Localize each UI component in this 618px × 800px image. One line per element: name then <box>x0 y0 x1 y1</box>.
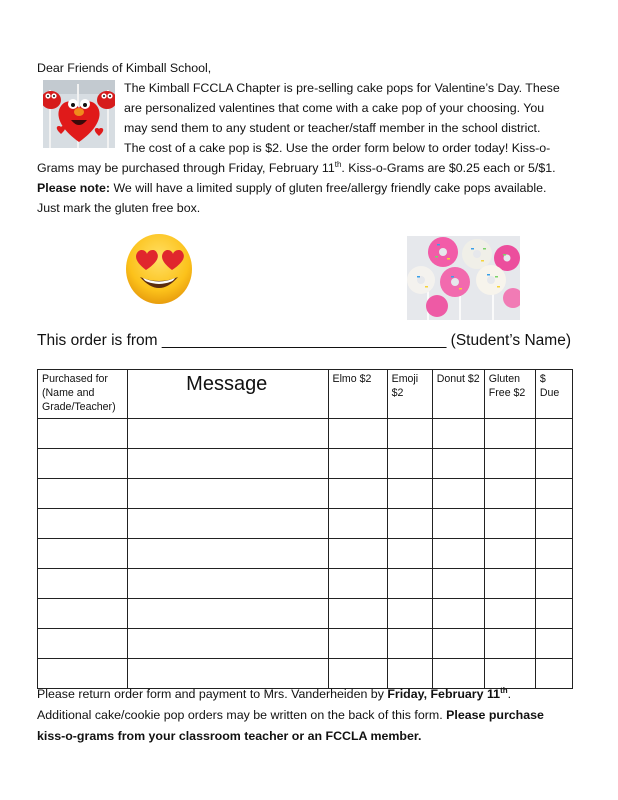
cell-purchased-for[interactable] <box>38 449 128 479</box>
letter-text: Grams may be purchased through Friday, February 11 <box>37 161 335 175</box>
cell-gluten-free[interactable] <box>484 449 535 479</box>
cell-elmo[interactable] <box>328 449 387 479</box>
cell-gluten-free[interactable] <box>484 599 535 629</box>
table-row <box>38 509 573 539</box>
cell-emoji[interactable] <box>387 419 432 449</box>
footer-text-part: Please return order form and payment to Mrs. Vanderheiden by <box>37 687 388 701</box>
letter-line <box>37 178 582 198</box>
cell-elmo[interactable] <box>328 539 387 569</box>
cell-gluten-free[interactable] <box>484 569 535 599</box>
cell-message[interactable] <box>128 599 328 629</box>
cell-purchased-for[interactable] <box>38 509 128 539</box>
cell-donut[interactable] <box>432 629 484 659</box>
letter-text: . Kiss-o-Grams are $0.25 each or 5/$1. <box>341 161 556 175</box>
cell-donut[interactable] <box>432 479 484 509</box>
cell-donut[interactable] <box>432 599 484 629</box>
cell-gluten-free[interactable] <box>484 629 535 659</box>
cell-donut[interactable] <box>432 419 484 449</box>
footer-text-part: Additional cake/cookie pop orders may be written on the back of this form. <box>37 708 447 722</box>
letter-line: Just mark the gluten free box. <box>37 201 201 215</box>
footer-bold-text: Please purchase <box>446 708 544 722</box>
donut-cake-pops-image <box>407 236 520 320</box>
table-row <box>38 569 573 599</box>
cell-message[interactable] <box>128 479 328 509</box>
cell-message[interactable] <box>128 569 328 599</box>
cell-message[interactable] <box>128 509 328 539</box>
header-message: Message <box>128 370 328 419</box>
cell-elmo[interactable] <box>328 599 387 629</box>
letter-text: We will have a limited supply of gluten free/allergy friendly cake pops available. <box>110 181 547 195</box>
superscript: th <box>500 685 508 695</box>
cell-elmo[interactable] <box>328 569 387 599</box>
letter-line: The cost of a cake pop is $2. Use the order form below to order today! Kiss-o- <box>124 141 551 155</box>
cell-purchased-for[interactable] <box>38 479 128 509</box>
order-form-table <box>37 369 573 689</box>
cell-elmo[interactable] <box>328 419 387 449</box>
cell-gluten-free[interactable] <box>484 539 535 569</box>
cell-emoji[interactable] <box>387 569 432 599</box>
footer-line <box>37 705 582 726</box>
cell-elmo[interactable] <box>328 509 387 539</box>
cell-elmo[interactable] <box>328 479 387 509</box>
table-row <box>38 539 573 569</box>
cell-emoji[interactable] <box>387 539 432 569</box>
header-elmo: Elmo $2 <box>328 370 387 419</box>
letter-body <box>37 78 582 218</box>
cell-purchased-for[interactable] <box>38 569 128 599</box>
cell-emoji[interactable] <box>387 509 432 539</box>
letter-line <box>37 158 582 178</box>
footer-bold-text: Friday, February 11 <box>387 687 501 701</box>
footer-bold-text: kiss-o-grams from your classroom teacher or an FCCLA member. <box>37 729 422 743</box>
cell-due[interactable] <box>535 449 572 479</box>
salutation: Dear Friends of Kimball School, <box>37 61 212 75</box>
superscript: th <box>334 159 342 169</box>
header-purchased-for: Purchased for (Name and Grade/Teacher) <box>38 370 128 419</box>
cell-due[interactable] <box>535 569 572 599</box>
cell-message[interactable] <box>128 419 328 449</box>
header-emoji: Emoji $2 <box>387 370 432 419</box>
cell-emoji[interactable] <box>387 479 432 509</box>
cell-purchased-for[interactable] <box>38 539 128 569</box>
letter-line: The Kimball FCCLA Chapter is pre-selling cake pops for Valentine’s Day. These <box>124 81 560 95</box>
cell-emoji[interactable] <box>387 449 432 479</box>
table-row <box>38 479 573 509</box>
footer-text <box>37 684 582 747</box>
cell-message[interactable] <box>128 629 328 659</box>
letter-line: may send them to any student or teacher/staff member in the school district. <box>124 121 541 135</box>
cell-emoji[interactable] <box>387 629 432 659</box>
header-gluten-free: Gluten Free $2 <box>484 370 535 419</box>
cell-due[interactable] <box>535 539 572 569</box>
cell-purchased-for[interactable] <box>38 419 128 449</box>
heart-eyes-emoji-icon <box>125 233 193 305</box>
cell-message[interactable] <box>128 539 328 569</box>
table-row <box>38 449 573 479</box>
cell-donut[interactable] <box>432 509 484 539</box>
cell-donut[interactable] <box>432 539 484 569</box>
cell-due[interactable] <box>535 629 572 659</box>
cell-gluten-free[interactable] <box>484 419 535 449</box>
cell-due[interactable] <box>535 509 572 539</box>
cell-donut[interactable] <box>432 449 484 479</box>
cell-message[interactable] <box>128 449 328 479</box>
cell-purchased-for[interactable] <box>38 599 128 629</box>
cell-due[interactable] <box>535 599 572 629</box>
cell-elmo[interactable] <box>328 629 387 659</box>
header-donut: Donut $2 <box>432 370 484 419</box>
cell-donut[interactable] <box>432 569 484 599</box>
cell-gluten-free[interactable] <box>484 479 535 509</box>
footer-line <box>37 684 582 705</box>
table-row <box>38 599 573 629</box>
cell-purchased-for[interactable] <box>38 629 128 659</box>
header-due: $ Due <box>535 370 572 419</box>
cell-gluten-free[interactable] <box>484 509 535 539</box>
letter-line: are personalized valentines that come with a cake pop of your choosing. You <box>124 101 545 115</box>
table-header-row <box>38 370 573 419</box>
cell-due[interactable] <box>535 479 572 509</box>
order-from-line: This order is from _________________________________ (Student’s Name) <box>37 332 571 349</box>
note-label: Please note: <box>37 181 110 195</box>
footer-text-part: . <box>507 687 512 701</box>
table-row <box>38 419 573 449</box>
cell-due[interactable] <box>535 419 572 449</box>
cell-emoji[interactable] <box>387 599 432 629</box>
table-row <box>38 629 573 659</box>
footer-line <box>37 726 582 747</box>
